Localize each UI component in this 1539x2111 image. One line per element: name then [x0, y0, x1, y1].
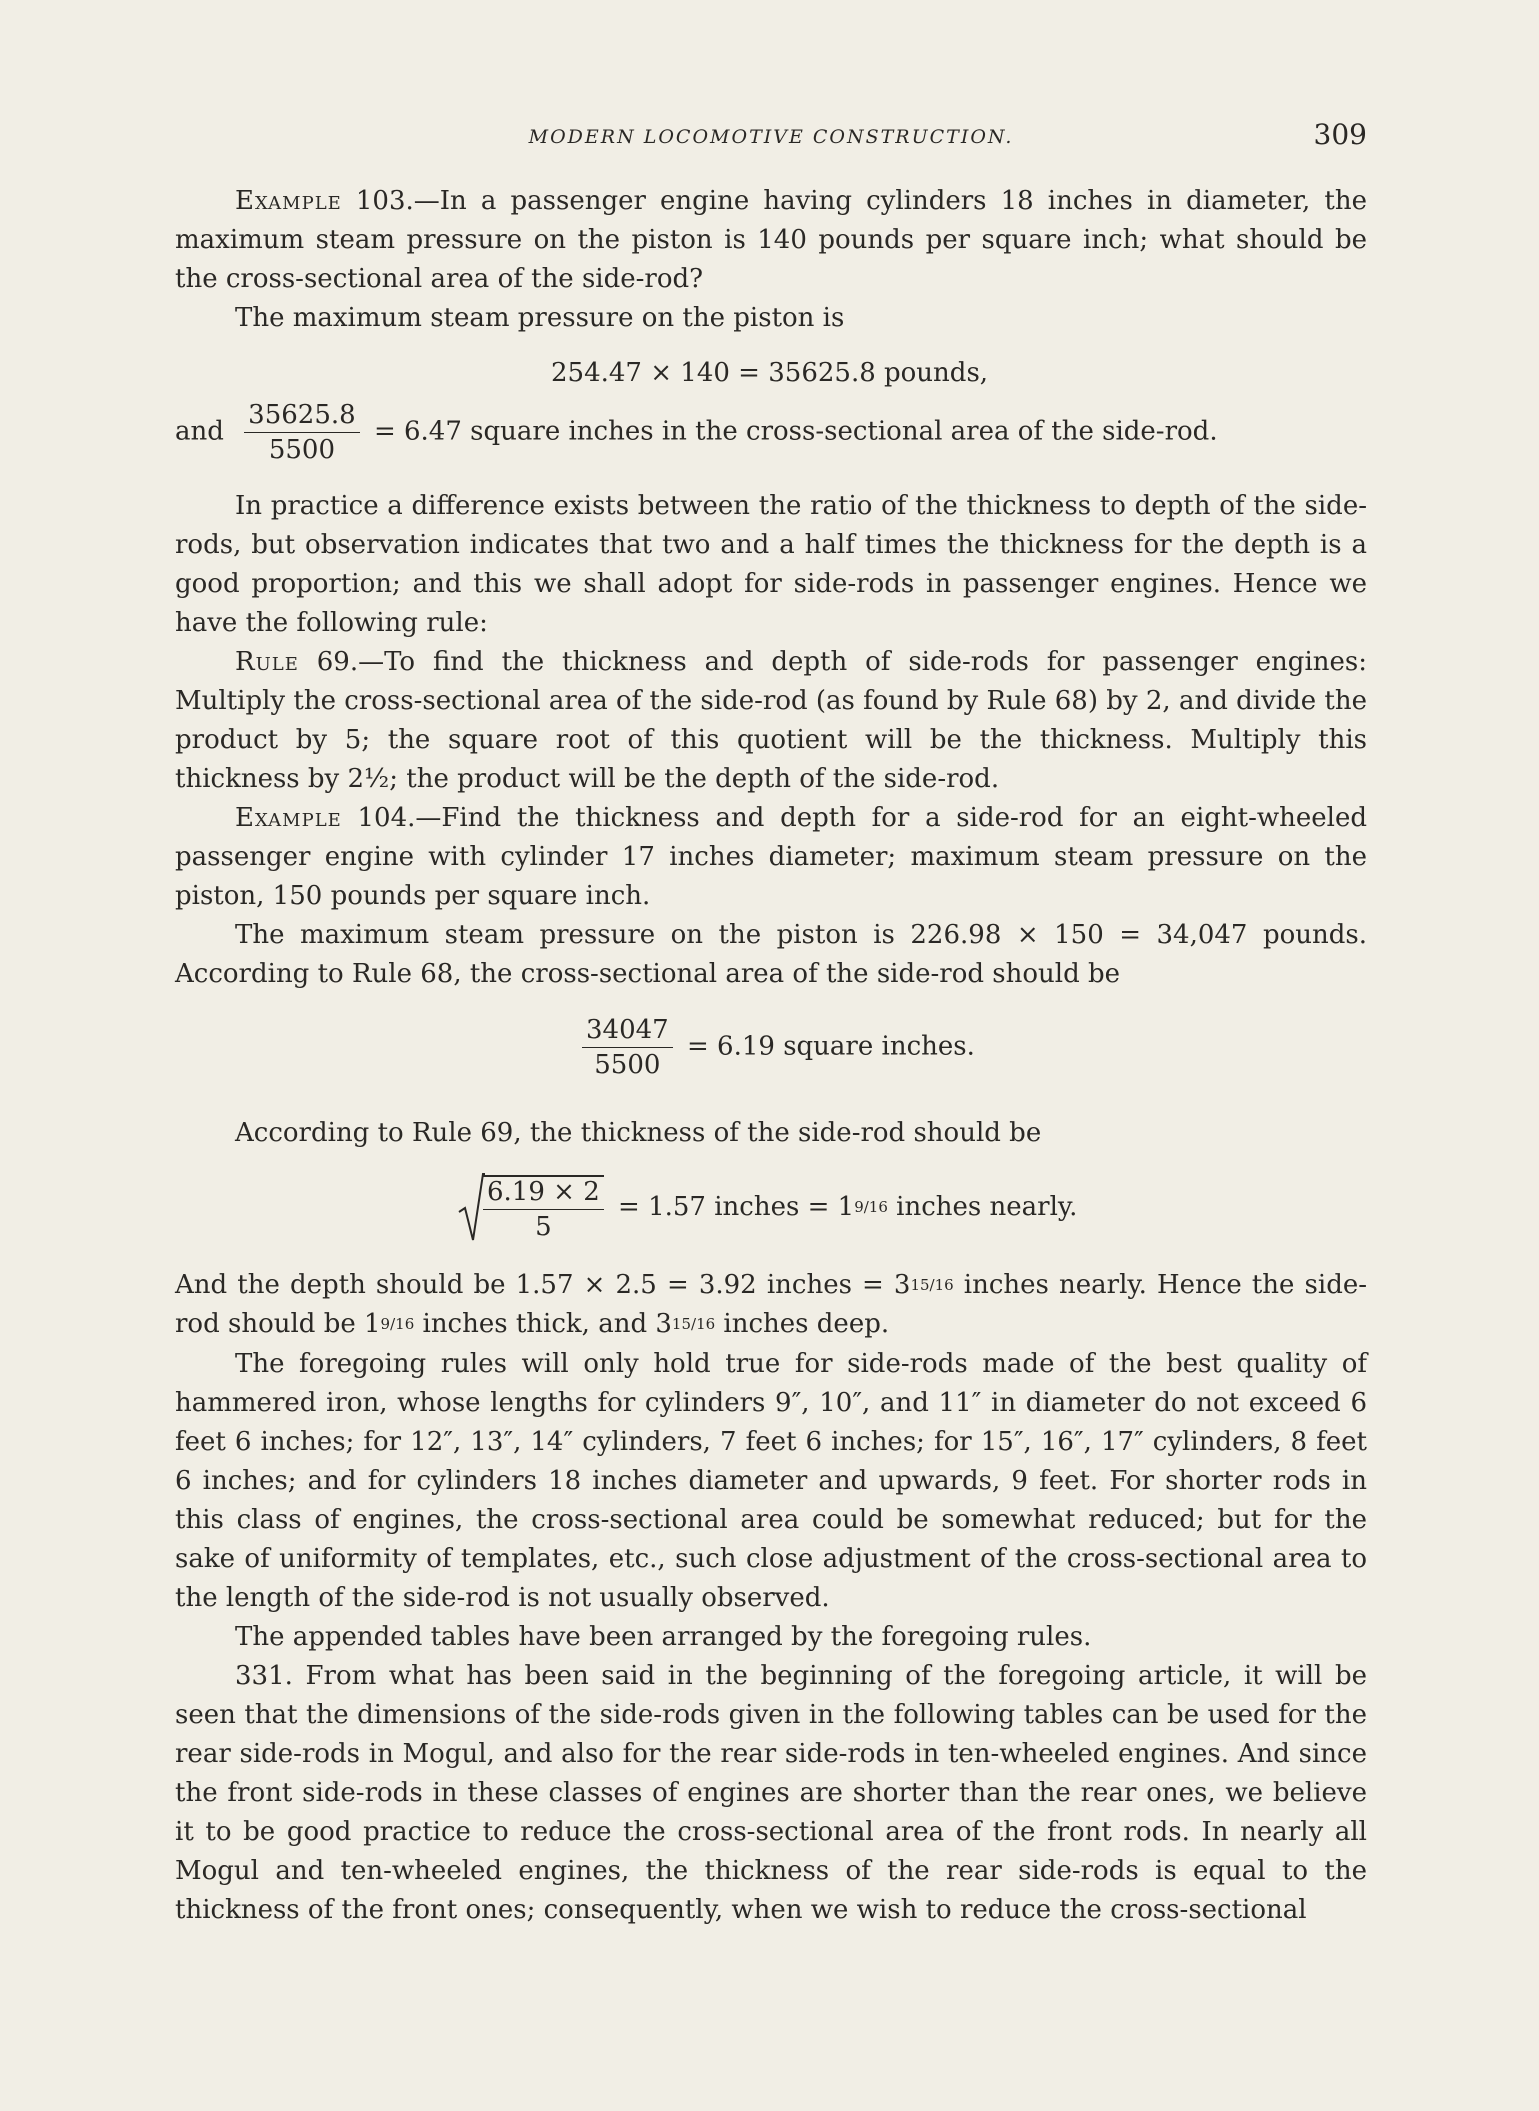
- depth-text-b: inches nearly. Hence the side-rod should be 1: [175, 1270, 1368, 1339]
- fraction-numerator: 6.19 × 2: [483, 1177, 604, 1210]
- paragraph-pressure-2: [175, 916, 1367, 994]
- paragraph-rule-69: [175, 1114, 1367, 1153]
- paragraph-pressure-2-text: The maximum steam pressure on the piston is 226.98 × 150 = 34,047 pounds. According to Rule 68, the cross-sectional area of the side-rod should be: [175, 920, 1367, 989]
- paragraph-331: [175, 1657, 1367, 1930]
- rule-69-text-a: 69.—To find the thickness and depth of side-rods for passenger engines: Multiply the cross-sectional area of the side-rod (as found by Rule 68) by 2, and divide the product by 5; the square root of this quotient will be the thickness. Multiply this thickness by 2: [175, 647, 1367, 794]
- equation-2-fraction: [244, 400, 360, 465]
- paragraph-appended-text: The appended tables have been arranged by the foregoing rules.: [235, 1622, 1092, 1652]
- equation-2-result: = 6.47 square inches in the cross-sectional area of the side-rod.: [373, 416, 1218, 447]
- paragraph-practice: [175, 487, 1367, 643]
- running-title: MODERN LOCOMOTIVE CONSTRUCTION.: [528, 126, 1014, 148]
- equation-3-fraction: [582, 1015, 673, 1080]
- equation-4-fraction-small: 9/16: [854, 1198, 888, 1216]
- rule-69: [175, 643, 1367, 799]
- fraction-denominator: 5: [535, 1211, 552, 1242]
- page-number: 309: [1313, 118, 1367, 151]
- depth-fraction-2: 9/16: [380, 1315, 415, 1333]
- paragraph-331-text: 331. From what has been said in the beginning of the foregoing article, it will be seen that the dimensions of the side-rods given in the following tables can be used for the rear side-rods in Mogul, and also for the rear side-rods in ten-wheeled engines. And since the front side-rods in these classes of engines are shorter than the rear ones, we believe it to be good practice to reduce the cross-sectional area of the front rods. In nearly all Mogul and ten-wheeled engines, the thickness of the rear side-rods is equal to the thickness of the front ones; consequently, when we wish to reduce the cross-sectional: [175, 1661, 1367, 1925]
- page-header: [175, 118, 1367, 158]
- radical-sign-icon: [457, 1172, 485, 1244]
- example-103-text: 103.—In a passenger engine having cylinders 18 inches in diameter, the maximum steam pressure on the piston is 140 pounds per square inch; what should be the cross-sectional area of the side-rod?: [175, 186, 1367, 294]
- equation-4-fraction: [483, 1175, 604, 1242]
- fraction-numerator: 34047: [582, 1015, 673, 1048]
- example-103: [175, 182, 1367, 299]
- depth-text-d: inches deep.: [715, 1309, 890, 1339]
- depth-text-c: inches thick, and 3: [414, 1309, 672, 1339]
- equation-3: [576, 1015, 975, 1080]
- paragraph-depth: [175, 1266, 1367, 1344]
- equation-2: [175, 400, 1218, 465]
- example-label: Example: [235, 803, 342, 833]
- equation-1: 254.47 × 140 = 35625.8 pounds,: [551, 358, 989, 388]
- rule-label: Rule: [235, 647, 299, 677]
- paragraph-max-pressure: [175, 299, 1367, 338]
- rule-69-text-b: ; the product will be the depth of the side-rod.: [389, 764, 1000, 794]
- fraction-numerator: 35625.8: [244, 400, 360, 433]
- equation-4: [457, 1172, 1077, 1244]
- paragraph-max-pressure-text: The maximum steam pressure on the piston is: [235, 303, 845, 333]
- depth-text-a: And the depth should be 1.57 × 2.5 = 3.92 inches = 3: [175, 1270, 911, 1300]
- depth-fraction-3: 15/16: [671, 1315, 716, 1333]
- depth-fraction-1: 15/16: [910, 1276, 954, 1294]
- fraction-denominator: 5500: [268, 435, 335, 465]
- paragraph-appended: [175, 1618, 1367, 1657]
- paragraph-foregoing-text: The foregoing rules will only hold true for side-rods made of the best quality of hammered iron, whose lengths for cylinders 9″, 10″, and 11″ in diameter do not exceed 6 feet 6 inches; for 12″, 13″, 14″ cylinders, 7 feet 6 inches; for 15″, 16″, 17″ cylinders, 8 feet 6 inches; and for cylinders 18 inches diameter and upwards, 9 feet. For shorter rods in this class of engines, the cross-sectional area could be somewhat reduced; but for the sake of uniformity of templates, etc., such close adjustment of the cross-sectional area to the length of the side-rod is not usually observed.: [175, 1349, 1367, 1613]
- rule-69-fraction: ½: [364, 764, 390, 794]
- equation-4-result-b: inches nearly.: [887, 1192, 1078, 1222]
- example-label: Example: [235, 186, 342, 216]
- example-104-text: 104.—Find the thickness and depth for a side-rod for an eight-wheeled passenger engine with cylinder 17 inches diameter; maximum steam pressure on the piston, 150 pounds per square inch.: [175, 803, 1367, 911]
- square-root: [457, 1172, 610, 1244]
- paragraph-rule-69-text: According to Rule 69, the thickness of the side-rod should be: [235, 1118, 1042, 1148]
- fraction-denominator: 5500: [594, 1050, 661, 1080]
- paragraph-foregoing: [175, 1345, 1367, 1618]
- equation-4-result-a: = 1.57 inches = 1: [618, 1192, 855, 1222]
- paragraph-practice-text: In practice a difference exists between the ratio of the thickness to depth of the side-rods, but observation indicates that two and a half times the thickness for the depth is a good proportion; and this we shall adopt for side-rods in passenger engines. Hence we have the following rule:: [175, 491, 1367, 638]
- equation-2-prefix: and: [175, 416, 224, 447]
- example-104: [175, 799, 1367, 916]
- equation-3-result: = 6.19 square inches.: [686, 1031, 975, 1062]
